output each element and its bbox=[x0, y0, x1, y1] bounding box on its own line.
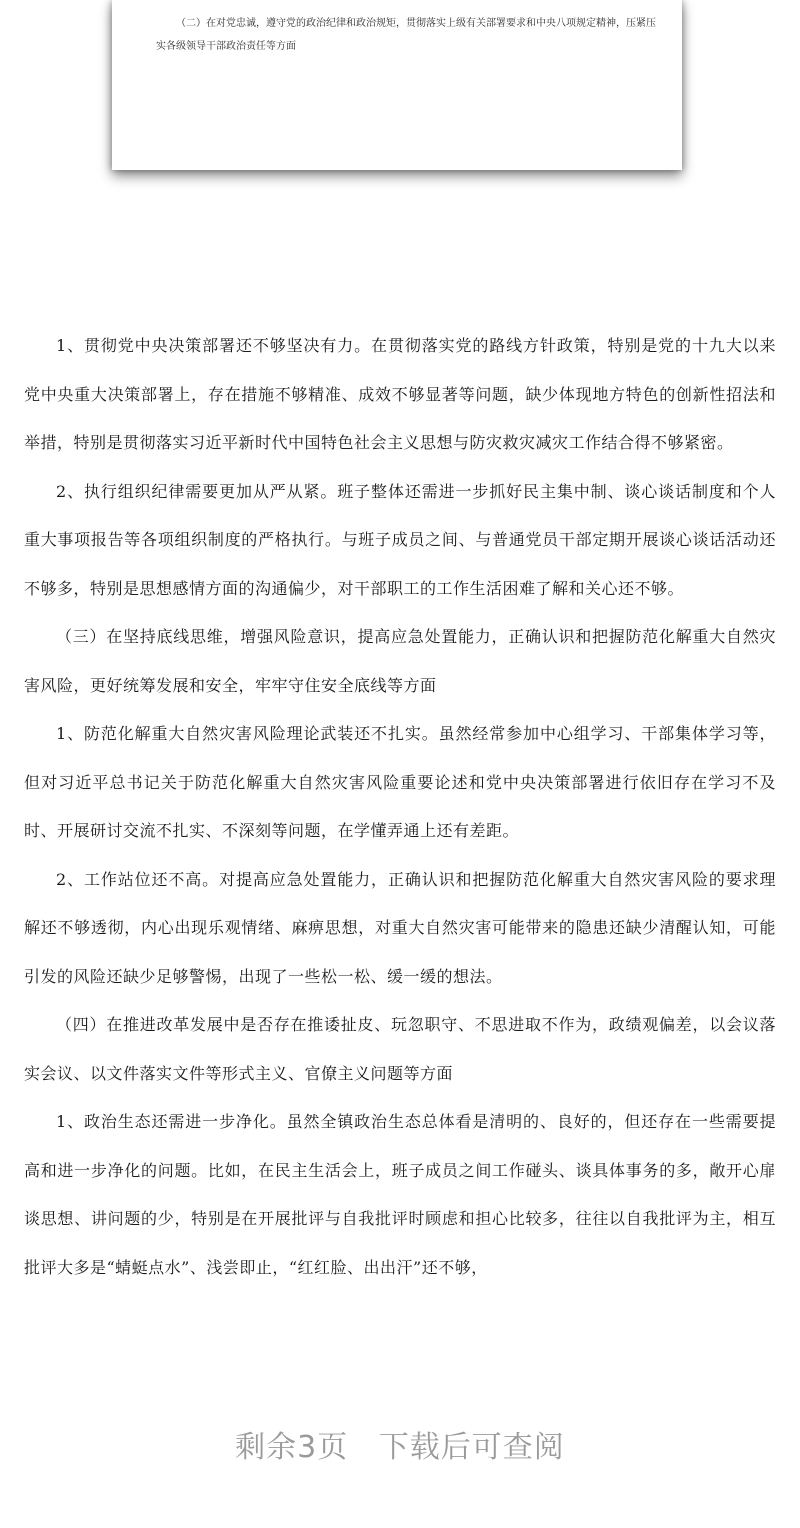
paragraph-3: 1、防范化解重大自然灾害风险理论武装还不扎实。虽然经常参加中心组学习、干部集体学习等，但对习近平总书记关于防范化解重大自然灾害风险重要论述和党中央决策部署进行依旧存在学习不及时、开展研讨交流不扎实、不深刻等问题，在学懂弄通上还有差距。 bbox=[24, 724, 776, 840]
paragraph-4: 2、工作站位还不高。对提高应急处置能力，正确认识和把握防范化解重大自然灾害风险的要求理解还不够透彻，内心出现乐观情绪、麻痹思想，对重大自然灾害可能带来的隐患还缺少清醒认知，可能引发的风险还缺少足够警惕，出现了一些松一松、缓一缓的想法。 bbox=[24, 869, 776, 986]
remaining-pages-notice[interactable] bbox=[0, 1422, 800, 1466]
remaining-pages-label: 剩余3页 bbox=[235, 1430, 349, 1465]
paragraph-2: 2、执行组织纪律需要更加从严从紧。班子整体还需进一步抓好民主集中制、谈心谈话制度和个人重大事项报告等各项组织制度的严格执行。与班子成员之间、与普通党员干部定期开展谈心谈话活动还不够多，特别是思想感情方面的沟通偏少，对干部职工的工作生活困难了解和关心还不够。 bbox=[24, 481, 776, 598]
paragraph-1: 1、贯彻党中央决策部署还不够坚决有力。在贯彻落实党的路线方针政策，特别是党的十九大以来党中央重大决策部署上，存在措施不够精准、成效不够显著等问题，缺少体现地方特色的创新性招法和举措，特别是贯彻落实习近平新时代中国特色社会主义思想与防灾救灾减灾工作结合得不够紧密。 bbox=[24, 336, 776, 452]
paragraph-5: 1、政治生态还需进一步净化。虽然全镇政治生态总体看是清明的、良好的，但还存在一些需要提高和进一步净化的问题。比如，在民主生活会上，班子成员之间工作碰头、谈具体事务的多，敞开心扉谈思想、讲问题的少，特别是在开展批评与自我批评时顾虑和担心比较多，往往以自我批评为主，相互批评大多是“蜻蜓点水”、浅尝即止，“红红脸、出出汗”还不够， bbox=[24, 1112, 776, 1277]
preview-page-card bbox=[112, 0, 682, 170]
document-body bbox=[24, 322, 776, 1292]
section-heading-3: （三）在坚持底线思维，增强风险意识，提高应急处置能力，正确认识和把握防范化解重大自然灾害风险，更好统筹发展和安全，牢牢守住安全底线等方面 bbox=[24, 627, 776, 695]
preview-heading: （二）在对党忠诚，遵守党的政治纪律和政治规矩，贯彻落实上级有关部署要求和中央八项规定精神，压紧压实各级领导干部政治责任等方面 bbox=[156, 18, 656, 52]
download-to-view-label: 下载后可查阅 bbox=[378, 1430, 565, 1465]
section-heading-4: （四）在推进改革发展中是否存在推诿扯皮、玩忽职守、不思进取不作为，政绩观偏差，以会议落实会议、以文件落实文件等形式主义、官僚主义问题等方面 bbox=[24, 1015, 776, 1083]
